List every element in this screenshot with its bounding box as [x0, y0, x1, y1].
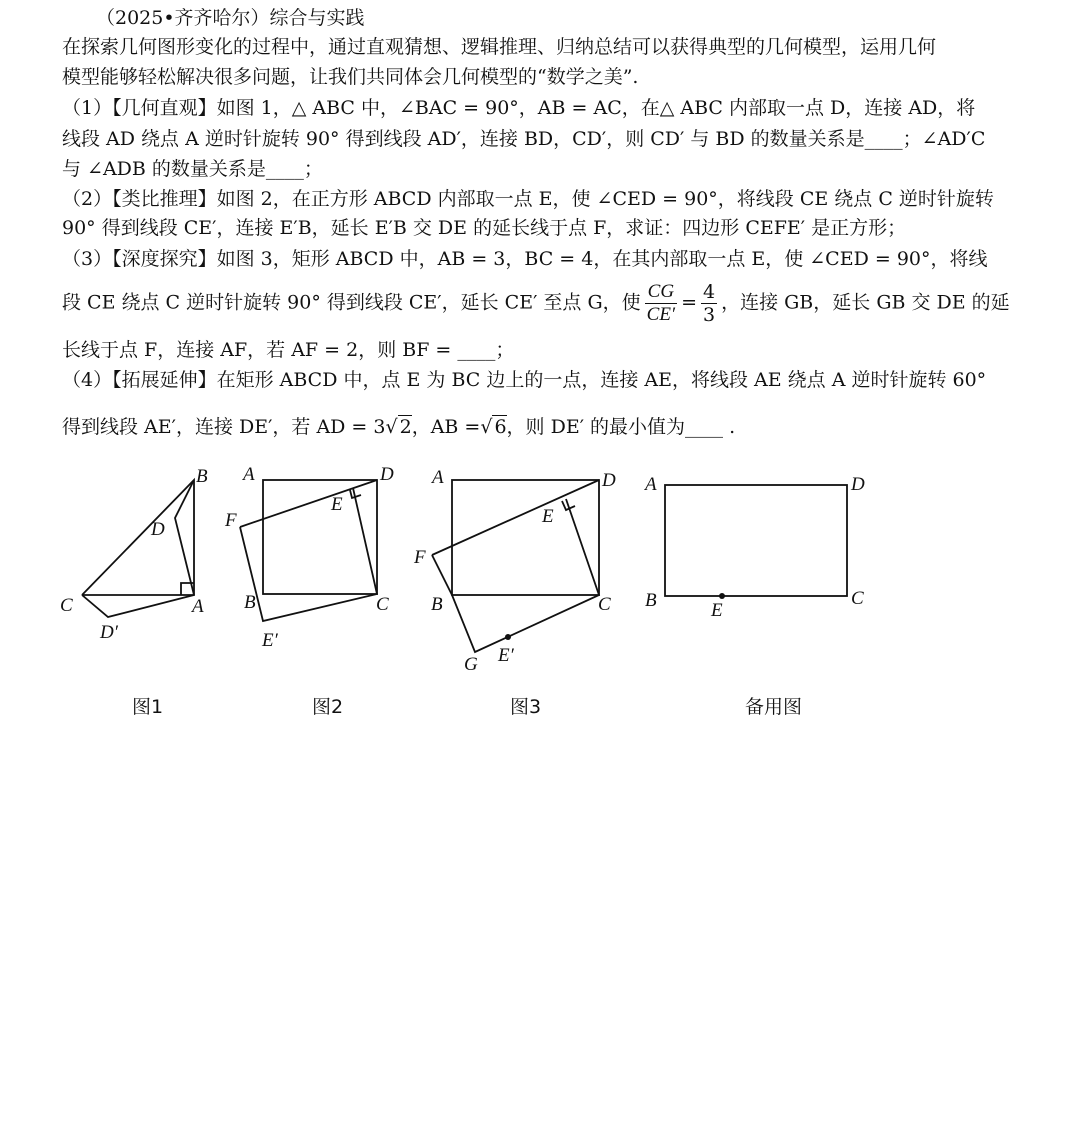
problem-header: （2025•齐齐哈尔）综合与实践 — [96, 7, 365, 29]
label-a: A — [645, 474, 657, 495]
part4-text-b: ，AB = — [411, 416, 481, 438]
intro-line-2: 模型能够轻松解决很多问题，让我们共同体会几何模型的“数学之美”. — [62, 66, 639, 88]
label-e-prime: E′ — [498, 645, 514, 666]
rectangle-abcd — [665, 485, 847, 596]
fraction-denominator: 3 — [703, 304, 716, 326]
label-d: D — [151, 519, 165, 540]
label-f: F — [414, 547, 426, 568]
part2-line-2: 90° 得到线段 CE′，连接 E′B，延长 E′B 交 DE 的延长线于点 F，求证：四边形 CEFE′ 是正方形； — [62, 217, 907, 239]
line-fd — [432, 480, 599, 555]
label-g: G — [464, 654, 478, 675]
caption-figure-2: 图2 — [312, 696, 344, 718]
label-b: B — [645, 590, 657, 611]
sqrt-symbol: √ — [480, 416, 493, 438]
figure-spare — [643, 474, 865, 718]
point-e — [719, 593, 725, 599]
label-e-prime: E′ — [262, 630, 278, 651]
sqrt-symbol: √ — [385, 416, 398, 438]
label-a: A — [192, 596, 204, 617]
part4-text-a: 得到线段 AE′，连接 DE′，若 AD = 3 — [62, 416, 386, 438]
caption-figure-3: 图3 — [510, 696, 542, 718]
figure-1 — [60, 466, 208, 718]
label-c: C — [851, 588, 864, 609]
label-b: B — [244, 592, 256, 613]
sqrt-radicand: 2 — [399, 416, 412, 438]
figure-3 — [413, 467, 616, 718]
rectangle-abcd — [452, 480, 599, 595]
label-c: C — [376, 594, 389, 615]
label-b: B — [196, 466, 208, 487]
fraction-numerator: 4 — [703, 281, 716, 303]
label-d: D — [851, 474, 865, 495]
label-e: E — [542, 506, 554, 527]
intro-line-1: 在探索几何图形变化的过程中，通过直观猜想、逻辑推理、归纳总结可以获得典型的几何模型，运用几何 — [62, 36, 937, 58]
segment-fb — [432, 555, 452, 595]
point-e-prime — [505, 634, 511, 640]
segments-cd-prime-da — [82, 595, 194, 617]
label-a: A — [432, 467, 444, 488]
label-c: C — [60, 595, 73, 616]
part3-text-b: ，连接 GB，延长 GB 交 DE 的延 — [721, 291, 1010, 314]
triangle-abc — [82, 480, 194, 595]
segments-bg-gc-ce — [452, 499, 599, 652]
label-d-prime: D′ — [100, 622, 118, 643]
square-cefe-prime — [240, 488, 377, 621]
part2-line-1: （2）【类比推理】如图 2，在正方形 ABCD 内部取一点 E，使 ∠CED = 90°，将线段 CE 绕点 C 逆时针旋转 — [62, 188, 994, 210]
label-e: E — [331, 494, 343, 515]
right-angle-mark — [350, 490, 361, 498]
label-e: E — [711, 600, 723, 621]
label-a: A — [243, 464, 255, 485]
label-f: F — [225, 510, 237, 531]
label-c: C — [598, 594, 611, 615]
square-abcd — [263, 480, 377, 594]
figure-2 — [224, 464, 394, 718]
part4-text-c: ，则 DE′ 的最小值为____ . — [506, 416, 736, 438]
label-d: D — [380, 464, 394, 485]
label-b: B — [431, 594, 443, 615]
sqrt-radicand: 6 — [494, 416, 507, 438]
part4-line-1: （4）【拓展延伸】在矩形 ABCD 中，点 E 为 BC 边上的一点，连接 AE，将线段 AE 绕点 A 逆时针旋转 60° — [62, 369, 987, 391]
part3-line-1: （3）【深度探究】如图 3，矩形 ABCD 中，AB = 3，BC = 4，在其内部取一点 E，使 ∠CED = 90°，将线 — [62, 248, 988, 270]
part3-line-3: 长线于点 F，连接 AF，若 AF = 2，则 BF = ____； — [62, 339, 515, 361]
fraction-numerator: CG — [645, 281, 677, 304]
part1-line-2: 线段 AD 绕点 A 逆时针旋转 90° 得到线段 AD′，连接 BD，CD′，则 CD′ 与 BD 的数量关系是____；∠AD′C — [62, 128, 986, 150]
fraction-denominator: CE′ — [646, 304, 676, 325]
part1-line-1: （1）【几何直观】如图 1，△ ABC 中，∠BAC = 90°，AB = AC，在△ ABC 内部取一点 D，连接 AD，将 — [62, 97, 976, 119]
part1-line-3: 与 ∠ADB 的数量关系是____； — [62, 158, 323, 180]
caption-spare-figure: 备用图 — [745, 696, 803, 718]
part3-text-a: 段 CE 绕点 C 逆时针旋转 90° 得到线段 CE′，延长 CE′ 至点 G，使 — [62, 291, 641, 314]
equals-sign: = — [681, 291, 697, 314]
caption-figure-1: 图1 — [132, 696, 164, 718]
label-d: D — [602, 470, 616, 491]
